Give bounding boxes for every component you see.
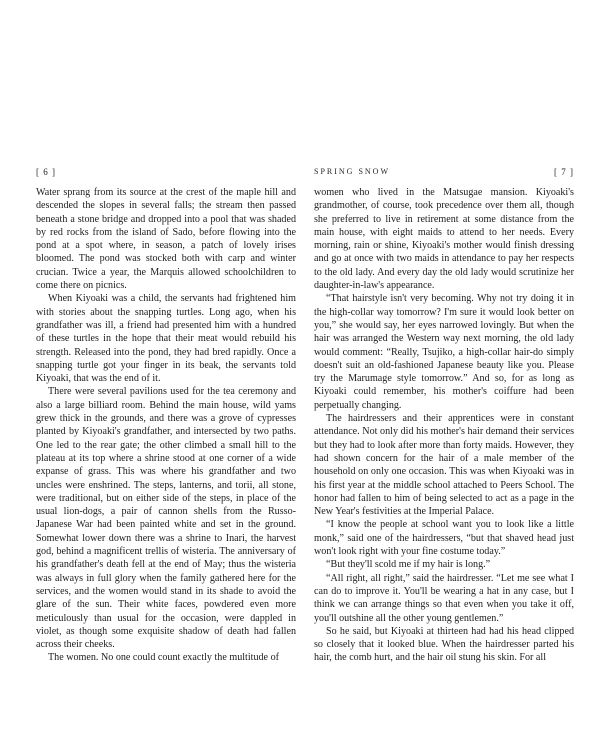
paragraph: “That hairstyle isn't very becoming. Why not try doing it in the high-collar way tomorrow? I'm sure it would look better on you,” she would say, her eyes narrowed lovingly. But when the hair was arranged the Western way next morning, the old lady would comment: “Really, Tsujiko, a high-collar hair-do simply doesn't suit an old-fashioned Japanese beauty like you. Please try the Marumage style tomorrow.” And so, for as long as Kiyoaki could remember, his mother's coiffure had been perpetually changing.	[314, 293, 574, 411]
paragraph: “All right, all right,” said the hairdresser. “Let me see what I can do to improve it. You'll be wearing a hat in any case, but I think we can arrange things so that even when you take it off, you'll outshine all the other young gentlemen.”	[314, 572, 574, 624]
left-page-body	[36, 186, 296, 665]
right-page-body	[314, 186, 574, 665]
paragraph: “I know the people at school want you to look like a little monk,” said one of the hairdressers, “but that shaved head just won't look right with your fine costume today.”	[314, 519, 574, 558]
paragraph: women who lived in the Matsugae mansion. Kiyoaki's grandmother, of course, took precedence over them all, though she preferred to live in retirement at some distance from the main house, with eight maids to attend to her needs. Every morning, rain or shine, Kiyoaki's mother would finish dressing and go at once with two maids in attendance to pay her respects to the old lady. And every day the old lady would scrutinize her daughter-in-law's appearance.	[314, 187, 574, 292]
paragraph: The women. No one could count exactly the multitude of	[48, 652, 279, 664]
paragraph: “But they'll scold me if my hair is long.”	[326, 559, 491, 571]
left-page-number: [ 6 ]	[36, 167, 56, 177]
right-page	[314, 167, 574, 665]
paragraph: Water sprang from its source at the crest of the maple hill and descended the slopes in several falls; the stream then passed beneath a stone bridge and dropped into a pool that was shaded by red rocks from the island of Sado, before flowing into the pond at a spot where, in season, a patch of lovely irises bloomed. The pond was stocked both with carp and winter crucian. Twice a year, the Marquis allowed schoolchildren to come there on picnics.	[36, 187, 296, 292]
left-page	[36, 167, 296, 665]
right-page-number: [ 7 ]	[554, 167, 574, 177]
running-title: SPRING SNOW	[314, 167, 391, 176]
right-page-header	[314, 167, 574, 181]
paragraph: There were several pavilions used for the tea ceremony and also a large billiard room. Behind the main house, wild yams grew thick in the grounds, and there was a grove of cypresses planted by Kiyoaki's grandfather, and intersected by two paths. One led to the rear gate; the other climbed a small hill to the plateau at its top where a shrine stood at one corner of a wide expanse of grass. This was where his grandfather and two uncles were enshrined. The steps, lanterns, and torii, all stone, were traditional, but on either side of the steps, in place of the usual lion-dogs, a pair of cannon shells from the Russo-Japanese War had been painted white and set in the ground. Somewhat lower down there was a shrine to Inari, the harvest god, behind a magnificent trellis of wisteria. The anniversary of his grandfather's death fell at the end of May; thus the wisteria was always in full glory when the family gathered here for the services, and the women would stand in its shade to avoid the glare of the sun. Their white faces, powdered even more meticulously than usual for the occasion, were dappled in violet, as though some exquisite shadow of death had fallen across their cheeks.	[36, 386, 296, 651]
left-page-header	[36, 167, 296, 181]
paragraph: When Kiyoaki was a child, the servants had frightened him with stories about the snapping turtles. Long ago, when his grandfather was ill, a friend had presented him with a hundred of these turtles in the hope that their meat would rebuild his strength. Released into the pond, they had bred rapidly. Once a snapping turtle got your finger in its beak, the servants told Kiyoaki, that was the end of it.	[36, 293, 296, 385]
paragraph: So he said, but Kiyoaki at thirteen had had his head clipped so closely that it looked blue. When the hairdresser parted his hair, the comb hurt, and the hair oil stung his skin. For all	[314, 625, 574, 664]
paragraph: The hairdressers and their apprentices were in constant attendance. Not only did his mother's hair demand their services but they had to look after more than forty maids. However, they had shown concern for the hair of a male member of the household on only one occasion. This was when Kiyoaki was in his first year at the middle school attached to Peers School. The honor had fallen to him of being selected to act as a page in the New Year's festivities at the Imperial Palace.	[314, 413, 574, 518]
